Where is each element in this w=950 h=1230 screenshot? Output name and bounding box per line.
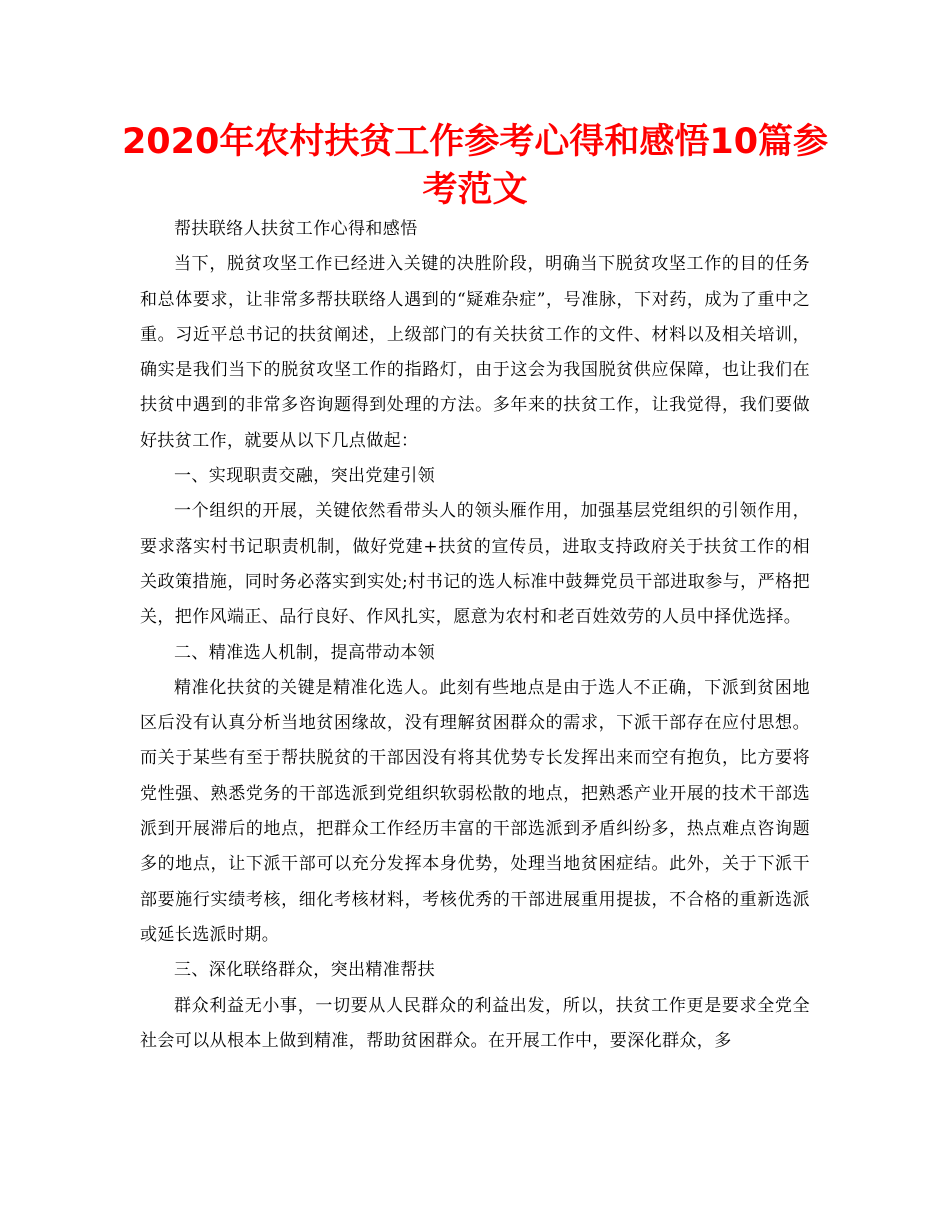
section-heading: 二、精准选人机制，提高带动本领 bbox=[174, 642, 435, 663]
body-paragraph: 当下，脱贫攻坚工作已经进入关键的决胜阶段，明确当下脱贫攻坚工作的目的任务和总体要求，让非常多帮扶联络人遇到的“疑难杂症”，号准脉，下对药，成为了重中之重。习近平总书记的扶贫阐述，上级部门的有关扶贫工作的文件、材料以及相关培训，确实是我们当下的脱贫攻坚工作的指路灯，由于这会为我国脱贫供应保障，也让我们在扶贫中遇到的非常多咨询题得到处理的方法。多年来的扶贫工作，让我觉得，我们要做好扶贫工作，就要从以下几点做起： bbox=[140, 254, 810, 451]
body-paragraph: 群众利益无小事，一切要从人民群众的利益出发，所以，扶贫工作更是要求全党全社会可以从根本上做到精准，帮助贫困群众。在开展工作中，要深化群众，多 bbox=[140, 995, 810, 1051]
body-paragraph: 精准化扶贫的关键是精准化选人。此刻有些地点是由于选人不正确，下派到贫困地区后没有认真分析当地贫困缘故，没有理解贫困群众的需求，下派干部存在应付思想。而关于某些有至于帮扶脱贫的干部因没有将其优势专长发挥出来而空有抱负，比方要将党性强、熟悉党务的干部选派到党组织软弱松散的地点，把熟悉产业开展的技术干部选派到开展滞后的地点，把群众工作经历丰富的干部选派到矛盾纠纷多，热点难点咨询题多的地点，让下派干部可以充分发挥本身优势，处理当地贫困症结。此外，关于下派干部要施行实绩考核，细化考核材料，考核优秀的干部进展重用提拔，不合格的重新选派或延长选派时期。 bbox=[140, 677, 810, 945]
section-heading: 三、深化联络群众，突出精准帮扶 bbox=[174, 960, 435, 981]
body-paragraph: 一个组织的开展，关键依然看带头人的领头雁作用，加强基层党组织的引领作用，要求落实村书记职责机制，做好党建+扶贫的宣传员，进取支持政府关于扶贫工作的相关政策措施，同时务必落实到实处;村书记的选人标准中鼓舞党员干部进取参与，严格把关，把作风端正、品行良好、作风扎实，愿意为农村和老百姓效劳的人员中择优选择。 bbox=[140, 501, 810, 628]
document-title: 2020年农村扶贫工作参考心得和感悟10篇参考范文 bbox=[121, 122, 829, 210]
document-body bbox=[140, 212, 810, 1059]
section-heading: 一、实现职责交融，突出党建引领 bbox=[174, 466, 435, 487]
section-heading: 帮扶联络人扶贫工作心得和感悟 bbox=[174, 219, 418, 239]
